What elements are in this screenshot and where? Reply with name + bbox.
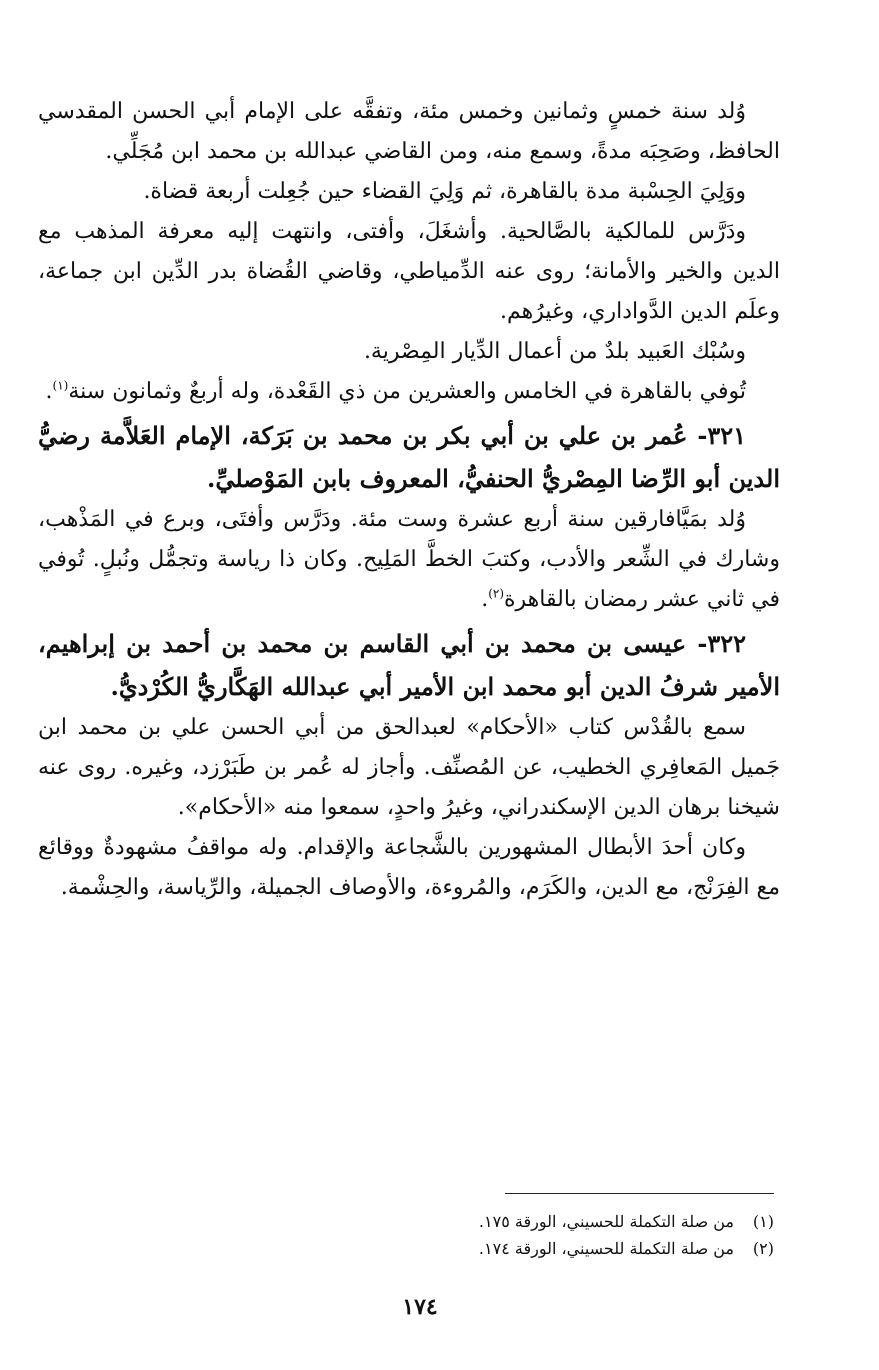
footnote-ref-2: (٢) [488,586,505,601]
footnote-ref-1: (١) [52,378,69,393]
entry-322-heading: ٣٢٢- عيسى بن محمد بن أبي القاسم بن محمد بن أحمد بن إبراهيم، الأمير شرفُ الدين أبو محمد ابن الأمير أبي عبدالله الهَكَّاريُّ الكُرْديُّ. [38,629,780,701]
footnote-text: من صلة التكملة للحسيني، الورقة ١٧٤. [478,1239,734,1258]
paragraph-death [38,372,780,412]
footnote-text: من صلة التكملة للحسيني، الورقة ١٧٥. [478,1212,734,1231]
death-text: تُوفي بالقاهرة في الخامس والعشرين من ذي القَعْدة، وله أربعٌ وثمانون سنة [68,379,746,404]
entry-321-paragraph [38,500,780,620]
paragraph-birth: وُلد سنة خمسٍ وثمانين وخمس مئة، وتفقَّه على الإمام أبي الحسن المقدسي الحافظ، وصَحِبَه مدةً، وسمع منه، ومن القاضي عبدالله بن محمد ابن مُجَلِّي. [38,99,780,164]
entry-321-heading: ٣٢١- عُمر بن علي بن أبي بكر بن محمد بن بَرَكة، الإمام العَلاَّمة رضيُّ الدين أبو الرِّضا المِصْريُّ الحنفيُّ، المعروف بابن المَوْصليِّ. [38,421,780,493]
paragraph-teaching: ودَرَّس للمالكية بالصَّالحية. وأشغَلَ، وأفتى، وانتهت إليه معرفة المذهب مع الدين والخير والأمانة؛ روى عنه الدِّمياطي، وقاضي القُضاة بدر الدِّين ابن جماعة، وعلَم الدين الدَّواداري، وغيرُهم. [38,219,780,324]
page-number: ١٧٤ [402,1294,438,1320]
footnote-number: (٢) [752,1239,774,1258]
footnote-divider [505,1193,774,1194]
entry-322-paragraph-1: سمع بالقُدْس كتاب «الأحكام» لعبدالحق من أبي الحسن علي بن محمد ابن جَميل المَعافِري الخطيب، عن المُصنِّف. وأجاز له عُمر بن طَبَرْزد، وغيره. روى عنه شيخنا برهان الدين الإسكندراني، وغيرُ واحدٍ، سمعوا منه «الأحكام». [38,715,780,820]
entry-321-text: وُلد بمَيَّافارقين سنة أربع عشرة وست مئة. ودَرَّس وأفتَى، وبرع في المَذْهب، وشارك في الشِّعر والأدب، وكتبَ الخطَّ المَلِيح. وكان ذا رياسة وتجمُّل ونُبلٍ. تُوفي في ثاني عشر رمضان بالقاهرة [38,507,780,612]
entry-322-paragraph-2: وكان أحدَ الأبطال المشهورين بالشَّجاعة والإقدام. وله مواقفُ مشهودةٌ ووقائع مع الفِرَنْج، مع الدين، والكَرَم، والمُروءة، والأوصاف الجميلة، والرِّياسة، والحِشْمة. [38,835,780,900]
footnote-2 [300,1235,774,1262]
page-body [38,92,780,908]
entry-321-text-end: . [481,587,489,612]
paragraph-hisba: ووَلِيَ الحِسْبة مدة بالقاهرة، ثم وَلِيَ القضاء حين جُعِلت أربعة قضاة. [143,179,746,204]
footnote-number: (١) [752,1212,774,1231]
death-text-end: . [45,379,53,404]
paragraph-subk: وسُبْك العَبيد بلدٌ من أعمال الدِّيار المِصْرية. [363,339,746,364]
footnotes [300,1208,774,1262]
footnote-1 [300,1208,774,1235]
